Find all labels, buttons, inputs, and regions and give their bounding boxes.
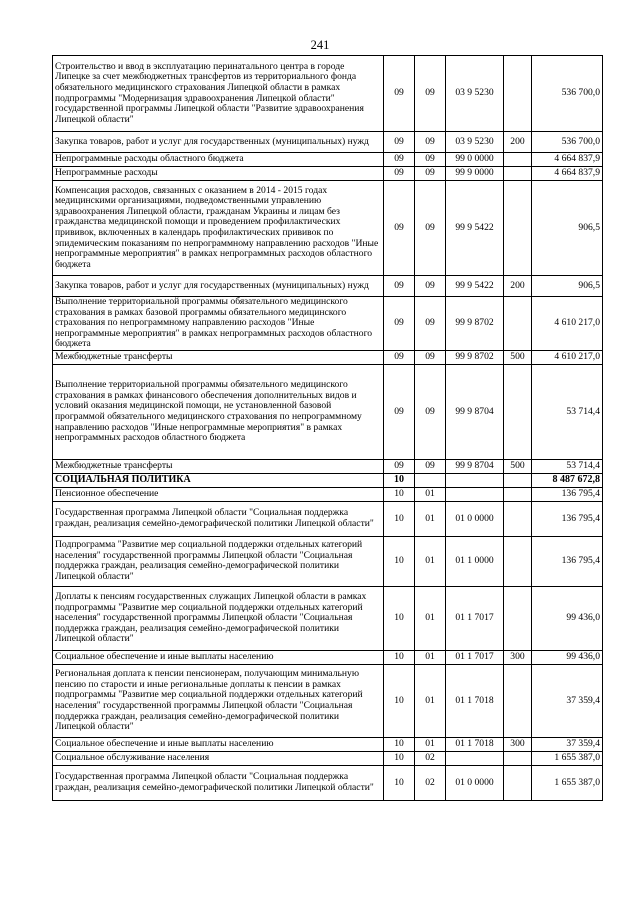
row-expense-type: 200	[504, 276, 532, 297]
row-amount: 53 714,4	[532, 364, 603, 459]
table-row	[53, 276, 603, 297]
row-expense-type	[504, 536, 532, 586]
table-row	[53, 364, 603, 459]
row-section-code: 09	[384, 459, 415, 473]
table-row	[53, 536, 603, 586]
row-expense-type	[504, 167, 532, 181]
row-target-article: 99 9 5422	[446, 181, 504, 276]
table-row	[53, 153, 603, 167]
row-description: Подпрограмма "Развитие мер социальной поддержки отдельных категорий населения" государственной программы Липецкой области "Социальная поддержка граждан, реализация семейно-демографической политики Липецкой области"	[53, 536, 384, 586]
row-expense-type	[504, 487, 532, 501]
table-row	[53, 487, 603, 501]
row-amount: 4 664 837,9	[532, 167, 603, 181]
row-section-code: 09	[384, 132, 415, 153]
row-section-code: 10	[384, 650, 415, 664]
row-description: Социальное обеспечение и иные выплаты населению	[53, 737, 384, 751]
row-amount: 99 436,0	[532, 586, 603, 650]
table-row	[53, 350, 603, 364]
row-subsection-code: 01	[415, 536, 446, 586]
row-description: Пенсионное обеспечение	[53, 487, 384, 501]
row-section-code: 10	[384, 501, 415, 536]
row-amount: 906,5	[532, 276, 603, 297]
row-expense-type: 300	[504, 737, 532, 751]
row-subsection-code: 01	[415, 487, 446, 501]
row-subsection-code: 02	[415, 751, 446, 765]
row-target-article: 01 1 7018	[446, 664, 504, 737]
table-row	[53, 459, 603, 473]
row-expense-type: 500	[504, 350, 532, 364]
table-row	[53, 586, 603, 650]
row-description: СОЦИАЛЬНАЯ ПОЛИТИКА	[53, 473, 384, 487]
budget-table	[52, 55, 603, 801]
row-section-code: 10	[384, 586, 415, 650]
row-amount: 4 664 837,9	[532, 153, 603, 167]
row-expense-type	[504, 501, 532, 536]
row-target-article: 01 1 7017	[446, 586, 504, 650]
row-subsection-code: 01	[415, 737, 446, 751]
row-amount: 536 700,0	[532, 132, 603, 153]
row-description: Выполнение территориальной программы обязательного медицинского страхования в рамках финансового обеспечения дополнительных видов и условий оказания медицинской помощи, не установленной базовой программой обязательного медицинского страхования по непрограммному направлению расходов "Иные непрограммные мероприятия" в рамках непрограммных расходов областного бюджета	[53, 364, 384, 459]
row-section-code: 09	[384, 167, 415, 181]
budget-table-body	[53, 56, 603, 801]
table-row	[53, 650, 603, 664]
row-target-article: 99 9 8702	[446, 297, 504, 351]
row-section-code: 10	[384, 664, 415, 737]
row-target-article: 99 9 8704	[446, 459, 504, 473]
row-description: Социальное обеспечение и иные выплаты населению	[53, 650, 384, 664]
row-section-code: 10	[384, 751, 415, 765]
table-row	[53, 297, 603, 351]
row-expense-type: 200	[504, 132, 532, 153]
row-expense-type	[504, 153, 532, 167]
row-section-code: 10	[384, 765, 415, 800]
row-subsection-code: 09	[415, 56, 446, 132]
row-amount: 4 610 217,0	[532, 297, 603, 351]
row-target-article: 01 0 0000	[446, 765, 504, 800]
row-target-article: 01 1 7017	[446, 650, 504, 664]
row-description: Компенсация расходов, связанных с оказанием в 2014 - 2015 годах медицинскими организациями, подведомственными управлению здравоохранения Липецкой области, гражданам Украины и лицам без гражданства медицинской помощи и проведением профилактических прививок, включенных в календарь профилактических прививок по эпидемическим показаниям по непрограммному направлению расходов "Иные непрограммные мероприятия" в рамках непрограммных расходов областного бюджета	[53, 181, 384, 276]
row-section-code: 09	[384, 56, 415, 132]
row-description: Социальное обслуживание населения	[53, 751, 384, 765]
row-description: Выполнение территориальной программы обязательного медицинского страхования в рамках базовой программы обязательного медицинского страхования по непрограммному направлению расходов "Иные непрограммные мероприятия" в рамках непрограммных расходов областного бюджета	[53, 297, 384, 351]
row-section-code: 09	[384, 364, 415, 459]
row-description: Региональная доплата к пенсии пенсионерам, получающим минимальную пенсию по старости и иные региональные доплаты к пенсии в рамках подпрограммы "Развитие мер социальной поддержки отдельных категорий населения" государственной программы Липецкой области "Социальная поддержка граждан, реализация семейно-демографической политики Липецкой области"	[53, 664, 384, 737]
row-target-article: 99 0 0000	[446, 153, 504, 167]
row-target-article: 01 1 0000	[446, 536, 504, 586]
row-expense-type	[504, 473, 532, 487]
table-row	[53, 737, 603, 751]
table-row	[53, 167, 603, 181]
row-target-article: 01 1 7018	[446, 737, 504, 751]
row-amount: 136 795,4	[532, 501, 603, 536]
row-target-article: 99 9 8704	[446, 364, 504, 459]
row-section-code: 10	[384, 737, 415, 751]
row-subsection-code: 09	[415, 276, 446, 297]
row-amount: 8 487 672,8	[532, 473, 603, 487]
row-section-code: 09	[384, 276, 415, 297]
row-section-code: 09	[384, 350, 415, 364]
row-amount: 99 436,0	[532, 650, 603, 664]
table-row	[53, 664, 603, 737]
row-expense-type	[504, 751, 532, 765]
row-description: Государственная программа Липецкой области "Социальная поддержка граждан, реализация семейно-демографической политики Липецкой области"	[53, 501, 384, 536]
row-target-article: 01 0 0000	[446, 501, 504, 536]
row-section-code: 09	[384, 181, 415, 276]
row-subsection-code	[415, 473, 446, 487]
row-section-code: 10	[384, 536, 415, 586]
row-target-article: 99 9 5422	[446, 276, 504, 297]
row-description: Доплаты к пенсиям государственных служащих Липецкой области в рамках подпрограммы "Развитие мер социальной поддержки отдельных категорий населения" государственной программы Липецкой области "Социальная поддержка граждан, реализация семейно-демографической политики Липецкой области"	[53, 586, 384, 650]
row-target-article: 99 9 0000	[446, 167, 504, 181]
row-target-article	[446, 487, 504, 501]
row-amount: 53 714,4	[532, 459, 603, 473]
table-row	[53, 765, 603, 800]
row-description: Межбюджетные трансферты	[53, 459, 384, 473]
table-row	[53, 473, 603, 487]
row-expense-type	[504, 297, 532, 351]
row-subsection-code: 01	[415, 650, 446, 664]
row-target-article: 03 9 5230	[446, 132, 504, 153]
row-subsection-code: 09	[415, 132, 446, 153]
row-subsection-code: 09	[415, 364, 446, 459]
row-expense-type	[504, 765, 532, 800]
row-description: Государственная программа Липецкой области "Социальная поддержка граждан, реализация семейно-демографической политики Липецкой области"	[53, 765, 384, 800]
row-description: Строительство и ввод в эксплуатацию перинатального центра в городе Липецке за счет межбюджетных трансфертов из территориального фонда обязательного медицинского страхования Липецкой области в рамках подпрограммы "Модернизация здравоохранения Липецкой области" государственной программы Липецкой области "Развитие здравоохранения Липецкой области"	[53, 56, 384, 132]
row-subsection-code: 09	[415, 153, 446, 167]
row-subsection-code: 09	[415, 167, 446, 181]
row-section-code: 09	[384, 153, 415, 167]
table-row	[53, 501, 603, 536]
row-expense-type	[504, 181, 532, 276]
row-subsection-code: 01	[415, 586, 446, 650]
row-description: Непрограммные расходы	[53, 167, 384, 181]
row-section-code: 10	[384, 473, 415, 487]
row-subsection-code: 09	[415, 459, 446, 473]
row-amount: 1 655 387,0	[532, 765, 603, 800]
page-number: 241	[310, 38, 330, 52]
row-subsection-code: 09	[415, 297, 446, 351]
row-target-article: 99 9 8702	[446, 350, 504, 364]
row-section-code: 10	[384, 487, 415, 501]
row-description: Межбюджетные трансферты	[53, 350, 384, 364]
table-row	[53, 751, 603, 765]
row-expense-type	[504, 586, 532, 650]
row-description: Закупка товаров, работ и услуг для государственных (муниципальных) нужд	[53, 132, 384, 153]
table-row	[53, 181, 603, 276]
row-amount: 536 700,0	[532, 56, 603, 132]
table-row	[53, 132, 603, 153]
row-target-article	[446, 473, 504, 487]
row-target-article: 03 9 5230	[446, 56, 504, 132]
row-description: Непрограммные расходы областного бюджета	[53, 153, 384, 167]
row-amount: 136 795,4	[532, 487, 603, 501]
row-description: Закупка товаров, работ и услуг для государственных (муниципальных) нужд	[53, 276, 384, 297]
row-subsection-code: 01	[415, 664, 446, 737]
row-subsection-code: 01	[415, 501, 446, 536]
row-target-article	[446, 751, 504, 765]
row-amount: 4 610 217,0	[532, 350, 603, 364]
row-amount: 906,5	[532, 181, 603, 276]
row-subsection-code: 02	[415, 765, 446, 800]
row-expense-type: 300	[504, 650, 532, 664]
row-amount: 37 359,4	[532, 737, 603, 751]
row-subsection-code: 09	[415, 350, 446, 364]
row-expense-type	[504, 56, 532, 132]
row-amount: 136 795,4	[532, 536, 603, 586]
row-subsection-code: 09	[415, 181, 446, 276]
table-row	[53, 56, 603, 132]
row-expense-type	[504, 664, 532, 737]
row-expense-type	[504, 364, 532, 459]
row-amount: 37 359,4	[532, 664, 603, 737]
row-amount: 1 655 387,0	[532, 751, 603, 765]
row-section-code: 09	[384, 297, 415, 351]
row-expense-type: 500	[504, 459, 532, 473]
